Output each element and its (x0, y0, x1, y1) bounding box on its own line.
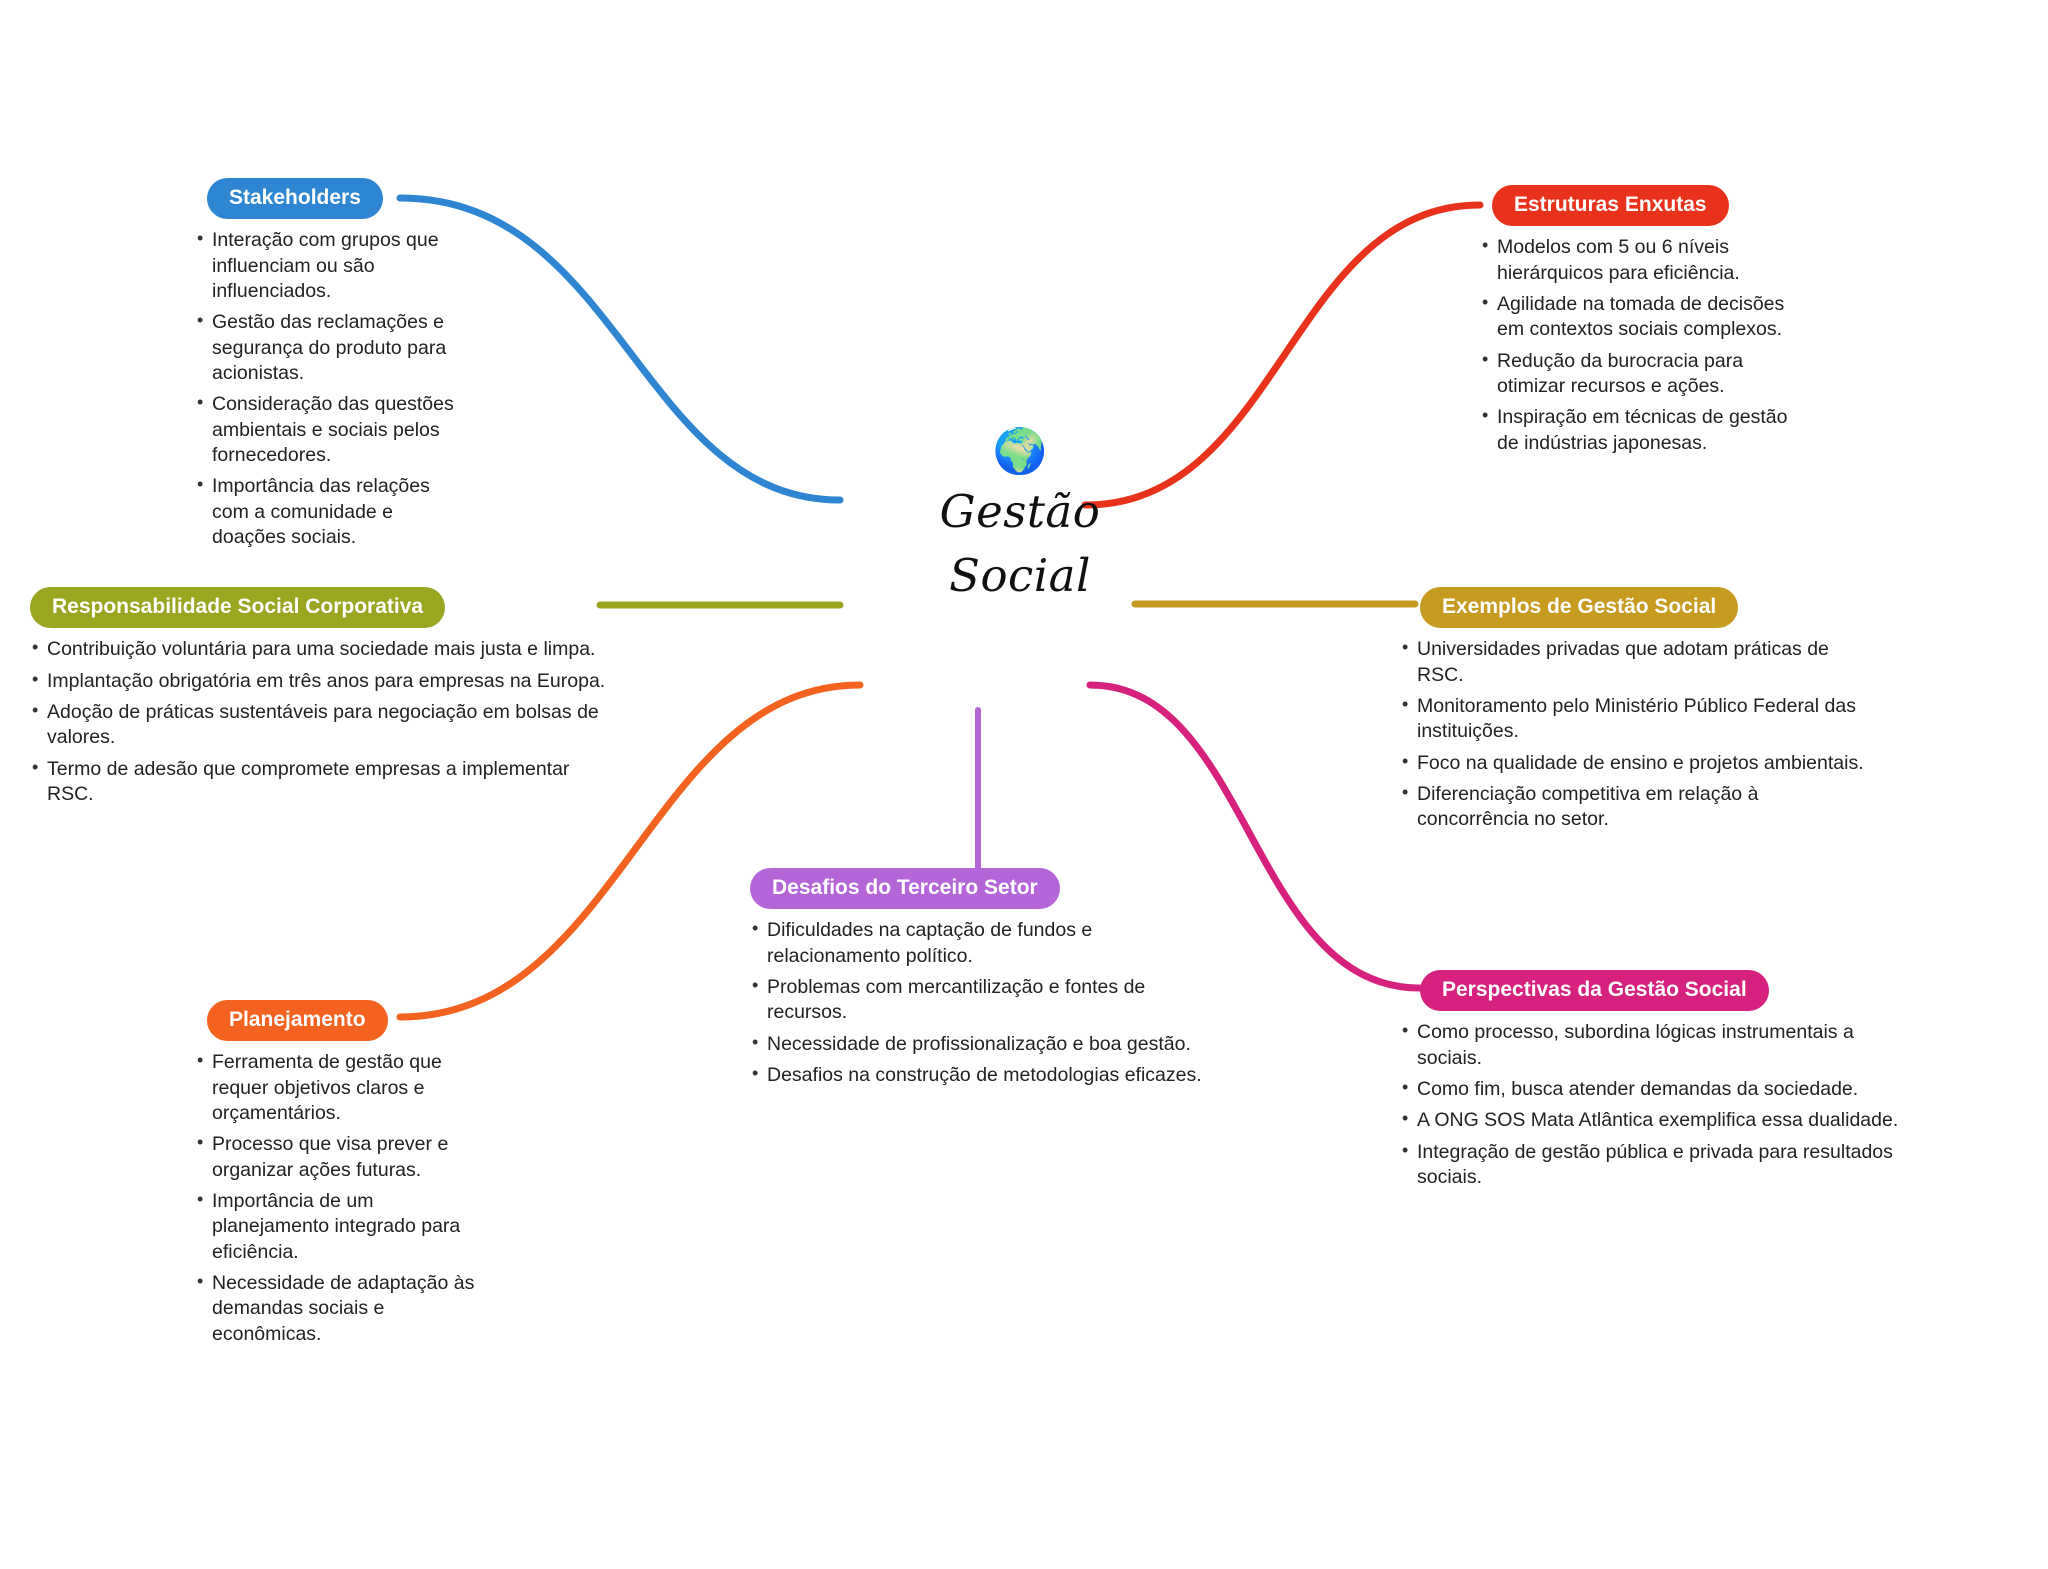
list-item: • Importância das relações com a comunidade e doações sociais. (195, 474, 465, 550)
list-item: • Universidades privadas que adotam práticas de RSC. (1400, 637, 1870, 688)
list-item: • Como processo, subordina lógicas instrumentais a sociais. (1400, 1020, 1910, 1071)
list-item: • Necessidade de profissionalização e boa gestão. (750, 1032, 1210, 1057)
branch-items-responsabilidade-social-corporativa (30, 637, 620, 807)
list-item: • Foco na qualidade de ensino e projetos ambientais. (1400, 751, 1870, 776)
list-item: • Processo que visa prever e organizar ações futuras. (195, 1132, 475, 1183)
branch-items-stakeholders (195, 228, 465, 550)
list-item: • Desafios na construção de metodologias eficazes. (750, 1063, 1210, 1088)
branch-items-perspectivas-da-gestao-social (1400, 1020, 1910, 1190)
branch-estruturas-enxutas[interactable] (1480, 185, 1810, 462)
list-item: • Problemas com mercantilização e fontes de recursos. (750, 975, 1210, 1026)
list-item: • Agilidade na tomada de decisões em contextos sociais complexos. (1480, 292, 1810, 343)
list-item: • Gestão das reclamações e segurança do produto para acionistas. (195, 310, 465, 386)
list-item: • Interação com grupos que influenciam ou são influenciados. (195, 228, 465, 304)
central-topic-line1: Gestão (939, 485, 1101, 538)
branch-exemplos-de-gestao-social[interactable] (1400, 587, 1870, 839)
branch-items-desafios-do-terceiro-setor (750, 918, 1210, 1088)
branch-label-planejamento[interactable]: Planejamento (207, 1000, 388, 1041)
list-item: • Redução da burocracia para otimizar recursos e ações. (1480, 349, 1810, 400)
list-item: • Importância de um planejamento integrado para eficiência. (195, 1189, 475, 1265)
branch-items-planejamento (195, 1050, 475, 1347)
list-item: • Dificuldades na captação de fundos e relacionamento político. (750, 918, 1210, 969)
list-item: • Termo de adesão que compromete empresas a implementar RSC. (30, 757, 620, 808)
branch-label-estruturas-enxutas[interactable]: Estruturas Enxutas (1492, 185, 1729, 226)
branch-desafios-do-terceiro-setor[interactable] (750, 868, 1210, 1094)
list-item: • Contribuição voluntária para uma sociedade mais justa e limpa. (30, 637, 620, 662)
list-item: • Inspiração em técnicas de gestão de indústrias japonesas. (1480, 405, 1810, 456)
list-item: • A ONG SOS Mata Atlântica exemplifica essa dualidade. (1400, 1108, 1910, 1133)
list-item: • Consideração das questões ambientais e sociais pelos fornecedores. (195, 392, 465, 468)
central-topic-line2: Social (949, 548, 1091, 602)
list-item: • Monitoramento pelo Ministério Público Federal das instituições. (1400, 694, 1870, 745)
branch-items-estruturas-enxutas (1480, 235, 1810, 456)
list-item: • Implantação obrigatória em três anos para empresas na Europa. (30, 669, 620, 694)
central-topic-title (840, 480, 1200, 608)
branch-responsabilidade-social-corporativa[interactable] (30, 587, 620, 813)
branch-stakeholders[interactable] (195, 178, 465, 556)
branch-label-exemplos-de-gestao-social[interactable]: Exemplos de Gestão Social (1420, 587, 1738, 628)
branch-items-exemplos-de-gestao-social (1400, 637, 1870, 832)
branch-label-responsabilidade-social-corporativa[interactable]: Responsabilidade Social Corporativa (30, 587, 445, 628)
branch-label-stakeholders[interactable]: Stakeholders (207, 178, 383, 219)
list-item: • Como fim, busca atender demandas da sociedade. (1400, 1077, 1910, 1102)
list-item: • Integração de gestão pública e privada para resultados sociais. (1400, 1140, 1910, 1191)
list-item: • Ferramenta de gestão que requer objetivos claros e orçamentários. (195, 1050, 475, 1126)
branch-planejamento[interactable] (195, 1000, 475, 1353)
branch-label-desafios-do-terceiro-setor[interactable]: Desafios do Terceiro Setor (750, 868, 1060, 909)
list-item: • Modelos com 5 ou 6 níveis hierárquicos para eficiência. (1480, 235, 1810, 286)
branch-perspectivas-da-gestao-social[interactable] (1400, 970, 1910, 1196)
list-item: • Necessidade de adaptação às demandas sociais e econômicas. (195, 1271, 475, 1347)
central-topic (840, 427, 1200, 608)
connector-stakeholders (400, 198, 840, 500)
globe-earth-icon: 🌍 (992, 427, 1048, 476)
list-item: • Adoção de práticas sustentáveis para negociação em bolsas de valores. (30, 700, 620, 751)
branch-label-perspectivas-da-gestao-social[interactable]: Perspectivas da Gestão Social (1420, 970, 1769, 1011)
list-item: • Diferenciação competitiva em relação à concorrência no setor. (1400, 782, 1870, 833)
